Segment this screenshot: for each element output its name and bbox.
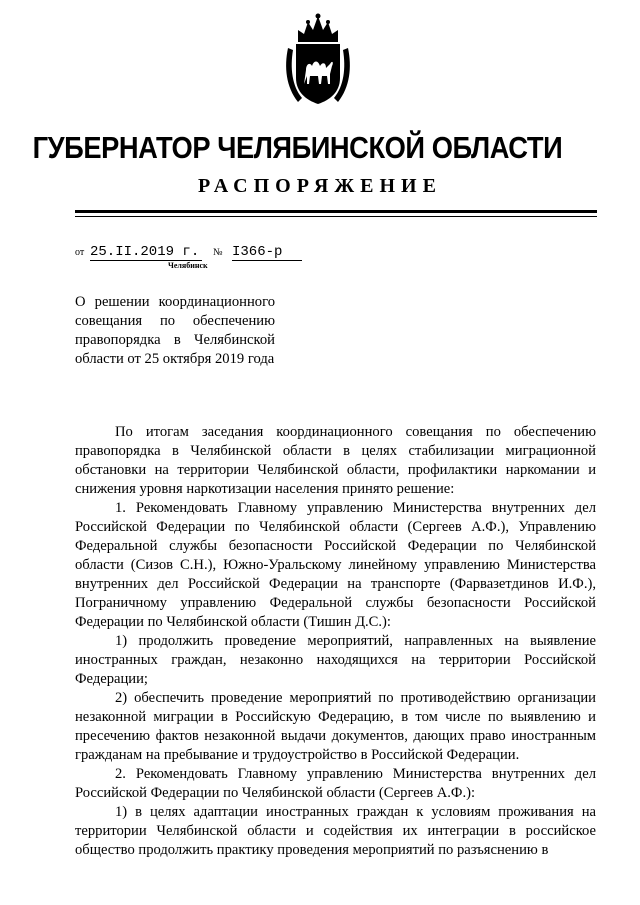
header-rule-thick [75, 210, 597, 213]
document-date: 25.II.2019 г. [90, 244, 202, 261]
coat-of-arms-emblem [284, 12, 352, 108]
document-body [75, 423, 596, 860]
date-field [90, 244, 202, 261]
header-rule-thin [75, 216, 597, 217]
paragraph-2-1: 1) в целях адаптации иностранных граждан к условиям проживания на территории Челябинской области и содействия их интеграции в российское общество продолжить практику проведения мероприятий по разъяснению в [75, 804, 596, 858]
paragraph-1: 1. Рекомендовать Главному управлению Министерства внутренних дел Российской Федерации по Челябинской области (Сергеев А.Ф.), Управлению Федеральной службы безопасности Российской Федерации по Челябинской области (Сизов С.Н.), Южно-Уральскому линейному управлению Министерства внутренних дел Российской Федерации на транспорте (Фарвазетдинов И.Ф.), Пограничному управлению Федеральной службы безопасности Российской Федерации по Челябинской области (Тишин Д.С.): [75, 500, 596, 630]
number-label: № [213, 247, 223, 258]
city-label: Челябинск [168, 261, 208, 270]
number-field [232, 244, 302, 261]
paragraph-2: 2. Рекомендовать Главному управлению Министерства внутренних дел Российской Федерации по Челябинской области (Сергеев А.Ф.): [75, 766, 596, 801]
document-type: РАСПОРЯЖЕНИЕ [198, 175, 442, 197]
paragraph-intro: По итогам заседания координационного совещания по обеспечению правопорядка в Челябинской области в целях стабилизации миграционной обстановки на территории Челябинской области, профилактики наркомании и снижения уровня наркотизации населения принято решение: [75, 424, 596, 497]
date-label: от [75, 247, 85, 258]
paragraph-1-1: 1) продолжить проведение мероприятий, направленных на выявление иностранных граждан, незаконно находящихся на территории Российской Федерации; [75, 633, 596, 687]
org-title: ГУБЕРНАТОР ЧЕЛЯБИНСКОЙ ОБЛАСТИ [32, 130, 563, 165]
document-subject: О решении координационного совещания по обеспечению правопорядка в Челябинской области от 25 октября 2019 года [75, 294, 275, 367]
paragraph-1-2: 2) обеспечить проведение мероприятий по противодействию организации незаконной миграции в Российскую Федерацию, в том числе по выявлению и пресечению фактов незаконной выдачи документов, дающих право иностранным гражданам на пребывание и трудоустройство в Российской Федерации. [75, 690, 596, 763]
document-number: I366-р [232, 244, 302, 261]
